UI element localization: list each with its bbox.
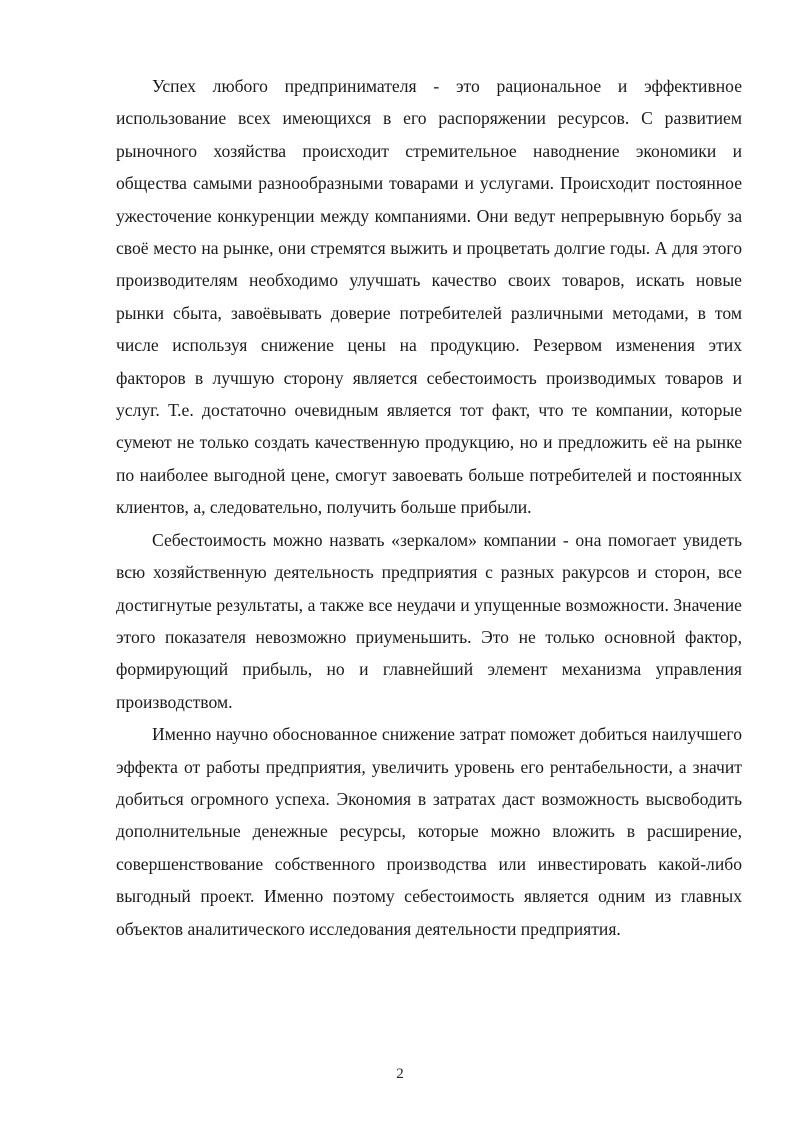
paragraph-2: Себестоимость можно назвать «зеркалом» компании - она помогает увидеть всю хозяйственную деятельность предприятия с разных ракурсов и сторон, все достигнутые результаты, а также все неудачи и упущенные возможности. Значение этого показателя невозможно приуменьшить. Это не только основной фактор, формирующий прибыль, но и главнейший элемент механизма управления производством. [116, 529, 742, 712]
paragraph-3: Именно научно обоснованное снижение затрат поможет добиться наилучшего эффекта от работы предприятия, увеличить уровень его рентабельности, а значит добиться огромного успеха. Экономия в затратах даст возможность высвободить дополнительные денежные ресурсы, которые можно вложить в расширение, совершенствование собственного производства или инвестировать какой-либо выгодный проект. Именно поэтому себестоимость является одним из главных объектов аналитического исследования деятельности предприятия. [116, 724, 742, 939]
document-body [116, 70, 742, 945]
page-number: 2 [396, 1066, 404, 1082]
paragraph-1: Успех любого предпринимателя - это рациональное и эффективное использование всех имеющихся в его распоряжении ресурсов. С развитием рыночного хозяйства происходит стремительное наводнение экономики и общества самыми разнообразными товарами и услугами. Происходит постоянное ужесточение конкуренции между компаниями. Они ведут непрерывную борьбу за своё место на рынке, они стремятся выжить и процветать долгие годы. А для этого производителям необходимо улучшать качество своих товаров, искать новые рынки сбыта, завоёвывать доверие потребителей различными методами, в том числе используя снижение цены на продукцию. Резервом изменения этих факторов в лучшую сторону является себестоимость производимых товаров и услуг. Т.е. достаточно очевидным является тот факт, что те компании, которые сумеют не только создать качественную продукцию, но и предложить её на рынке по наиболее выгодной цене, смогут завоевать больше потребителей и постоянных клиентов, а, следовательно, получить больше прибыли. [116, 76, 742, 518]
